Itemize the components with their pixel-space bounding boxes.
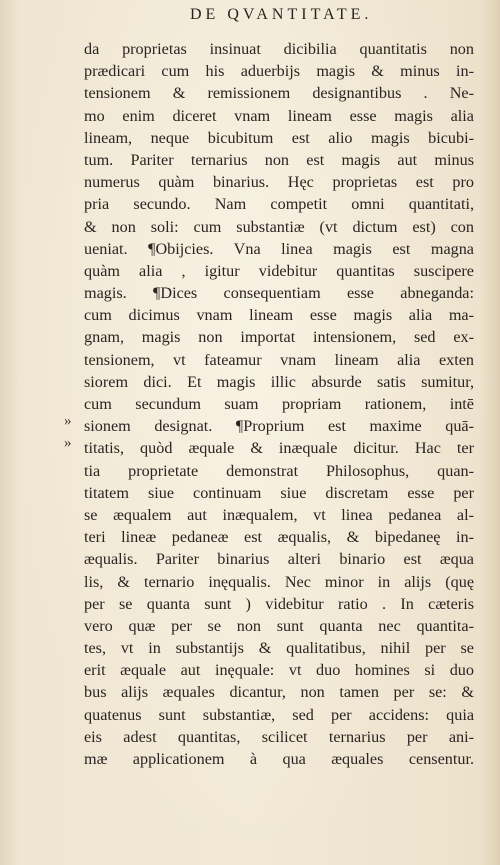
main-text-block: [84, 38, 474, 770]
text-line: æqualis. Pariter binarius alteri binario est æqua: [84, 550, 474, 569]
text-line: per se quanta sunt ) videbitur ratio . In cæteris: [84, 594, 474, 613]
text-line: vero quæ per se non sunt quanta nec quantita-: [84, 616, 474, 635]
text-line: mæ applicationem à qua æquales censentur.: [84, 750, 474, 768]
text-line: pria secundo. Nam competit omni quantitati,: [84, 195, 474, 214]
margin-quote-mark: »: [64, 435, 72, 451]
text-line: titatem siue continuam siue discretam esse per: [84, 483, 474, 502]
text-line: numerus quàm binarius. Hęc proprietas est pro: [84, 173, 474, 192]
text-line: teri lineæ pedaneæ est æqualis, & bipedaneę in-: [84, 528, 474, 547]
text-line: prædicari cum his aduerbijs magis & minus in-: [84, 62, 474, 81]
text-line: lis, & ternario inęqualis. Nec minor in alijs (quę: [84, 572, 474, 591]
text-line: tum. Pariter ternarius non est magis aut minus: [84, 150, 474, 169]
text-line: erit æquale aut inęquale: vt duo homines si duo: [84, 661, 474, 680]
text-line: tia proprietate demonstrat Philosophus, quan-: [84, 461, 474, 480]
text-line: ueniat. ¶Obijcies. Vna linea magis est magna: [84, 239, 474, 258]
text-line: cum dicimus vnam lineam esse magis alia ma-: [84, 306, 474, 325]
text-line: titatis, quòd æquale & inæquale dicitur. Hac ter: [84, 439, 474, 458]
text-line: magis. ¶Dices consequentiam esse abneganda:: [84, 284, 474, 303]
text-line: tensionem & remissionem designantibus . Ne-: [84, 84, 474, 103]
margin-quote-mark: »: [64, 413, 72, 429]
text-line: quatenus sunt substantiæ, sed per accidens: quia: [84, 705, 474, 724]
text-line: siorem dici. Et magis illic absurde satis sumitur,: [84, 372, 474, 391]
text-line: lineam, neque bicubitum est alio magis bicubi-: [84, 128, 474, 147]
text-line: eis adest quantitas, scilicet ternarius per ani-: [84, 727, 474, 746]
text-line: tensionem, vt fateamur vnam lineam alia exten: [84, 350, 474, 369]
text-line: se æqualem aut inæqualem, vt linea pedanea al-: [84, 505, 474, 524]
text-line: bus alijs æquales dicantur, non tamen per se: &: [84, 683, 474, 702]
text-line: gnam, magis non importat intensionem, sed ex-: [84, 328, 474, 347]
running-header: DE QVANTITATE.: [190, 6, 373, 23]
text-line: da proprietas insinuat dicibilia quantitatis non: [84, 40, 474, 58]
text-line: tes, vt in substantijs & qualitatibus, nihil per se: [84, 639, 474, 658]
text-line: & non soli: cum substantiæ (vt dictum est) con: [84, 217, 474, 236]
text-line: mo enim diceret vnam lineam esse magis alia: [84, 106, 474, 125]
text-line: quàm alia , igitur videbitur quantitas suscipere: [84, 261, 474, 280]
text-line: sionem designat. ¶Proprium est maxime quā-: [84, 417, 474, 436]
text-line: cum secundum suam propriam rationem, intē: [84, 395, 474, 413]
